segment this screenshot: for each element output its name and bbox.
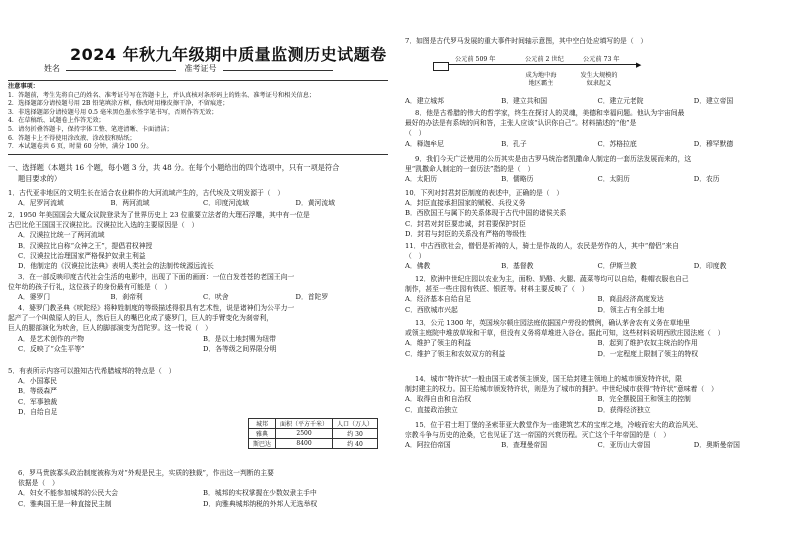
option-a[interactable]: A．阿拉伯帝国 [405, 441, 451, 450]
table-cell: 斯巴达 [249, 439, 276, 449]
options [405, 174, 790, 184]
question-stem: 14．城市“特许状”一般由国王或者领主颁发，国王给封建主领地上的城市颁发特许状，限 [415, 375, 683, 383]
table-cell: 雅典 [249, 429, 276, 439]
table-cell: 约 30 [333, 429, 378, 439]
timeline-event [511, 72, 571, 88]
table-row [249, 429, 378, 439]
right-column [405, 0, 785, 549]
question-stem: 9．我们今天广泛使用的公历其实是由古罗马统治者凯撒命人制定的一套历法发展而来的，这 [415, 155, 692, 163]
option-d[interactable]: D．印度教 [693, 262, 727, 271]
option-a[interactable]: A．太阳历 [405, 175, 438, 184]
table-header: 人口（万人） [333, 419, 378, 429]
option-b[interactable]: B．查理曼帝国 [501, 441, 548, 450]
notice-item: 4．在草稿纸、试题卷上作答无效； [8, 117, 105, 125]
notice-item: 3．非选择题部分请按题号用 0.5 毫米黑色墨水签字笔书写，否则作答无效； [8, 108, 218, 116]
option-a[interactable]: A．释迦牟尼 [405, 139, 444, 148]
option-b[interactable]: B．起到了维护农奴主统治的作用 [597, 339, 698, 348]
option-a[interactable]: A．尼罗河流域 [18, 199, 64, 208]
option-a[interactable]: A．取得自由和自治权 [405, 395, 472, 404]
options [405, 261, 790, 271]
city-table [248, 418, 378, 449]
options [405, 440, 790, 450]
option-a[interactable]: A．婆罗门 [18, 293, 51, 302]
question-4 [8, 303, 388, 354]
table-cell: 约 40 [333, 439, 378, 449]
option-c[interactable]: C．太阴历 [597, 175, 630, 184]
option-b[interactable]: B．基督教 [501, 262, 534, 271]
question-stem: 依据是（ ） [18, 479, 59, 488]
options [405, 338, 790, 358]
table-row [249, 439, 378, 449]
option-a[interactable]: A．建立城邦 [405, 97, 444, 105]
notice-item: 6．答题卡上不得使用涂改液、涂改胶和贴纸； [8, 134, 136, 142]
notice-box [8, 80, 388, 155]
timeline-event-line: 发生大规模的 [580, 72, 618, 79]
question-stem: 2．1950 年美国国会大厦众议院登录为了世界历史上 23 位重要立法者的大理石浮雕，其中有一位是 [8, 211, 310, 219]
question-stem: 4．婆罗门教圣典《吠陀经》将种姓制度的等级描述得很具有艺术性，说是诸神们为公平力一 [18, 304, 295, 312]
option-a[interactable]: A．佛教 [405, 262, 431, 271]
question-3 [8, 272, 388, 303]
timeline-blank-box [433, 62, 449, 71]
timeline-point: 公元前 509 年 [455, 56, 496, 63]
option-b[interactable]: B．完全摆脱国王和领主的控制 [597, 395, 691, 404]
options [405, 139, 790, 149]
question-1 [8, 188, 388, 208]
option-c[interactable]: C．维护了领主和农奴双方的利益 [405, 349, 506, 358]
options [8, 198, 388, 208]
question-6 [8, 468, 388, 509]
option-c[interactable]: C．军事独裁 [18, 397, 58, 406]
option-d[interactable]: D．黄河流域 [295, 199, 335, 208]
question-stem: 10．下列对封君封臣制度的表述中，正确的是（ ） [405, 189, 564, 197]
question-10 [405, 188, 790, 239]
question-stem: 15．位于君士坦丁堡的圣索菲亚大教堂作为一座建筑艺术的宝库之地，冷峻而宏大的政治风光、 [415, 421, 703, 429]
ticket-label: 准考证号 [184, 64, 217, 73]
question-stem: 8．他是古希腊的伟大的哲学家，终生在探讨人的灵魂，美德和幸福问题。他认为宇宙间最 [415, 109, 685, 117]
option-b[interactable]: B．儒略历 [501, 175, 534, 184]
question-stem: 或领主庭院中堆放草垛和干草，但没有义务将草堆进入谷仓。据此可知，这些材料说明西欧庄园法庭（ ） [405, 329, 725, 338]
option-b[interactable]: B．等级森严 [18, 387, 57, 396]
option-c[interactable]: C．建立元老院 [597, 97, 644, 105]
option-b[interactable]: B．建立共和国 [501, 97, 548, 105]
question-5 [8, 366, 238, 417]
question-stem: （ ） [405, 252, 426, 261]
option-d[interactable]: D．获得经济独立 [597, 405, 651, 414]
option-c[interactable]: C．西欧城市兴起 [405, 305, 458, 314]
option-b[interactable]: B．商品经济高度发达 [597, 295, 664, 304]
option-b[interactable]: B．刹帝利 [110, 293, 143, 302]
section-heading-line: 一、选择题（本题共 16 个题，每小题 3 分，共 48 分。在每个小题给出的四个选项中，只有一项是符合 [8, 163, 340, 172]
option-c[interactable]: C．雅典国王是一种直接民主制 [18, 499, 112, 508]
question-11 [405, 241, 790, 272]
question-15 [405, 420, 790, 451]
option-d[interactable]: D．农历 [693, 175, 720, 184]
option-b[interactable]: B．两河流域 [110, 199, 150, 208]
question-stem: 古巴比伦王国国王汉谟拉比。汉谟拉比入选的主要原因是（ ） [8, 221, 199, 230]
question-stem: 5．有表所示内容可以推知古代希腊城邦的特点是（ ） [8, 367, 176, 375]
option-d[interactable]: D．奥斯曼帝国 [693, 441, 740, 450]
timeline-point: 公元前 2 世纪 [525, 56, 564, 63]
option-c[interactable]: C．封君对封臣要忠诚，封君要保护封臣 [405, 219, 526, 228]
question-9 [405, 154, 790, 185]
option-d[interactable]: D．建立帝国 [693, 97, 734, 105]
question-stem: 起产了一个叫做原人的巨人，然后巨人的嘴巴化成了婆罗门，巨人的手臂变化为刹帝利， [8, 314, 274, 323]
table-header: 城邦 [249, 419, 276, 429]
timeline-point: 公元前 73 年 [583, 56, 620, 63]
name-label: 姓名 [44, 64, 60, 73]
question-stem: 3．在一部反映印度古代社会生活的电影中，出现了下面的画面：一位白发苍苍的老国王向一 [18, 273, 295, 281]
options [405, 394, 790, 414]
name-blank[interactable] [66, 62, 176, 71]
notice-item: 2．选择题部分请按题号用 2B 铅笔填涂方框，修改时用橡皮擦干净，不留痕迹； [8, 100, 229, 108]
option-b[interactable]: B．孔子 [501, 139, 527, 148]
option-d[interactable]: D．一定程度上限制了领主的特权 [597, 349, 699, 358]
options [8, 292, 388, 302]
question-stem: 11．中古西欧社会，僧侣是祈祷的人，骑士是作战的人，农民是劳作的人，其中“僧侣”来自 [405, 242, 679, 250]
table-header-row [249, 419, 378, 429]
option-c[interactable]: C．直接政治独立 [405, 405, 458, 414]
question-2 [8, 210, 388, 271]
option-c[interactable]: C．亚历山大帝国 [597, 441, 651, 450]
option-a[interactable]: A．经济基本自给自足 [405, 295, 472, 304]
table-header: 面积（平方千米） [276, 419, 333, 429]
question-7-options [405, 96, 790, 106]
option-d[interactable]: D．各等级之间界限分明 [203, 344, 277, 353]
timeline-event-line: 地区霸主 [528, 80, 554, 87]
question-stem: 1．古代亚非地区的文明生长在适合农业耕作的大河流域产生的，古代埃及文明发源于（ ） [8, 189, 285, 197]
question-7-stem: 7．如图是古代罗马发展的重大事件时间轴示意图，其中空白处应填写的是（ ） [405, 37, 648, 45]
timeline-axis [433, 64, 638, 65]
question-stem: （ ） [405, 129, 426, 138]
option-d[interactable]: D．向雅典城邦纳税的外邦人无选举权 [203, 499, 318, 508]
exam-title: 2024 年秋九年级期中质量监测历史试题卷 [70, 45, 387, 64]
arrow-right-icon: ▶ [636, 61, 642, 69]
question-12 [405, 274, 790, 315]
options [405, 96, 790, 106]
option-d[interactable]: D．他制定的《汉谟拉比法典》表明人类社会的法制传统源远流长 [18, 262, 214, 271]
question-stem: 6．罗马贵族寡头政治制度被称为对“外观是民主，实质的独裁”，作出这一判断的主要 [18, 469, 274, 477]
table-cell: 2500 [276, 429, 333, 439]
option-d[interactable]: D．穆罕默德 [693, 139, 734, 148]
option-d[interactable]: D．封君与封臣的关系没有严格的等级性 [405, 229, 526, 238]
option-d[interactable]: D．自给自足 [18, 407, 58, 416]
question-stem: 12．欧洲中世纪庄园以农业为主，面粉、奶酪、火腿、蔬菜等均可以自给，鞋帽衣服也自己 [415, 275, 689, 283]
option-a[interactable]: A．封臣直接承担国家的赋税、兵役义务 [405, 199, 526, 208]
left-column [8, 0, 388, 549]
question-8 [405, 108, 790, 149]
student-info-line [44, 62, 339, 74]
option-a[interactable]: A．汉谟拉比统一了两河流域 [18, 231, 105, 240]
notice-title: 注意事项： [8, 83, 39, 90]
question-stem: 最好的办法是有系统的问和答，主张人应该“认识你自己”。材料描述的“他”是 [405, 119, 637, 128]
notice-item: 5．请勿折叠答题卡，保持字体工整、笔迹清晰、卡面清洁； [8, 125, 173, 133]
section-heading [8, 162, 388, 184]
question-stem: 巨人的腿部演化为吠舍，巨人的脚部演变为首陀罗。这一传说（ ） [8, 324, 212, 333]
option-c[interactable]: C．印度河流域 [203, 199, 249, 208]
option-a[interactable]: A．维护了领主的利益 [405, 339, 472, 348]
option-a[interactable]: A．小国寡民 [18, 377, 57, 386]
option-b[interactable]: B．西欧国王与属下的关系体现于古代中国的诸侯关系 [405, 209, 567, 218]
option-a[interactable]: A．是艺术创作的产物 [18, 334, 85, 343]
option-d[interactable]: D．首陀罗 [295, 293, 329, 302]
option-c[interactable]: C．汉谟拉比治理国家严格保护奴隶主利益 [18, 251, 146, 260]
options [8, 334, 388, 354]
option-b[interactable]: B．是以土地封赐为纽带 [203, 334, 276, 343]
options [405, 294, 790, 314]
option-a[interactable]: A．妇女不能参加城邦的公民大会 [18, 489, 119, 498]
question-stem: 里“凯撒命人制定的一套历法”指的是（ ） [405, 165, 535, 174]
option-b[interactable]: B．城邦的实权掌握在少数奴隶主手中 [203, 489, 317, 498]
question-stem: 制作，甚至一些庄园有铁匠、银匠等。材料主要反映了（ ） [405, 285, 589, 294]
question-14 [405, 374, 790, 415]
ticket-blank[interactable] [223, 62, 333, 71]
options [8, 488, 388, 508]
question-stem: 位年幼的孩子行礼，这位孩子的身份最有可能是（ ） [8, 283, 172, 292]
section-heading-line: 题目要求的） [18, 174, 62, 183]
question-stem: 制封建主的权力。国王给城市颁发特许状，则是为了城市的拥护。中世纪城市获得“特许状”意味着（ ） [405, 385, 718, 394]
option-c[interactable]: C．苏格拉底 [597, 139, 637, 148]
table-cell: 8400 [276, 439, 333, 449]
timeline-event-line: 奴隶起义 [586, 80, 612, 87]
timeline-event [569, 72, 629, 88]
question-stem: 宗教斗争与历史的沧桑，它也见证了这一帝国的兴衰历程。灭亡这个千年帝国的是（ ） [405, 431, 671, 440]
timeline-event-line: 成为地中海 [525, 72, 557, 79]
question-13 [405, 318, 790, 359]
question-stem: 13．公元 1300 年，英国埃尔顿庄园法庭依据国户劳役的惯例，确认茅舍农有义务在草地里 [415, 319, 690, 327]
option-c[interactable]: C．伊斯兰教 [597, 262, 637, 271]
option-d[interactable]: D．领主占有全部土地 [597, 305, 665, 314]
notice-item: 1．答题前，考生先将自己的姓名、准考证号写在答题卡上，并认真核对条形码上的姓名、准考证号和相关信息； [8, 91, 316, 99]
option-b[interactable]: B．汉谟拉比自称“众神之王”，提倡君权神授 [18, 241, 153, 250]
option-c[interactable]: C．吠舍 [203, 293, 229, 302]
option-c[interactable]: C．反映了“众生平等” [18, 344, 85, 353]
notice-item: 7．本试题卷共 6 页，时量 60 分钟，满分 100 分。 [8, 143, 153, 151]
